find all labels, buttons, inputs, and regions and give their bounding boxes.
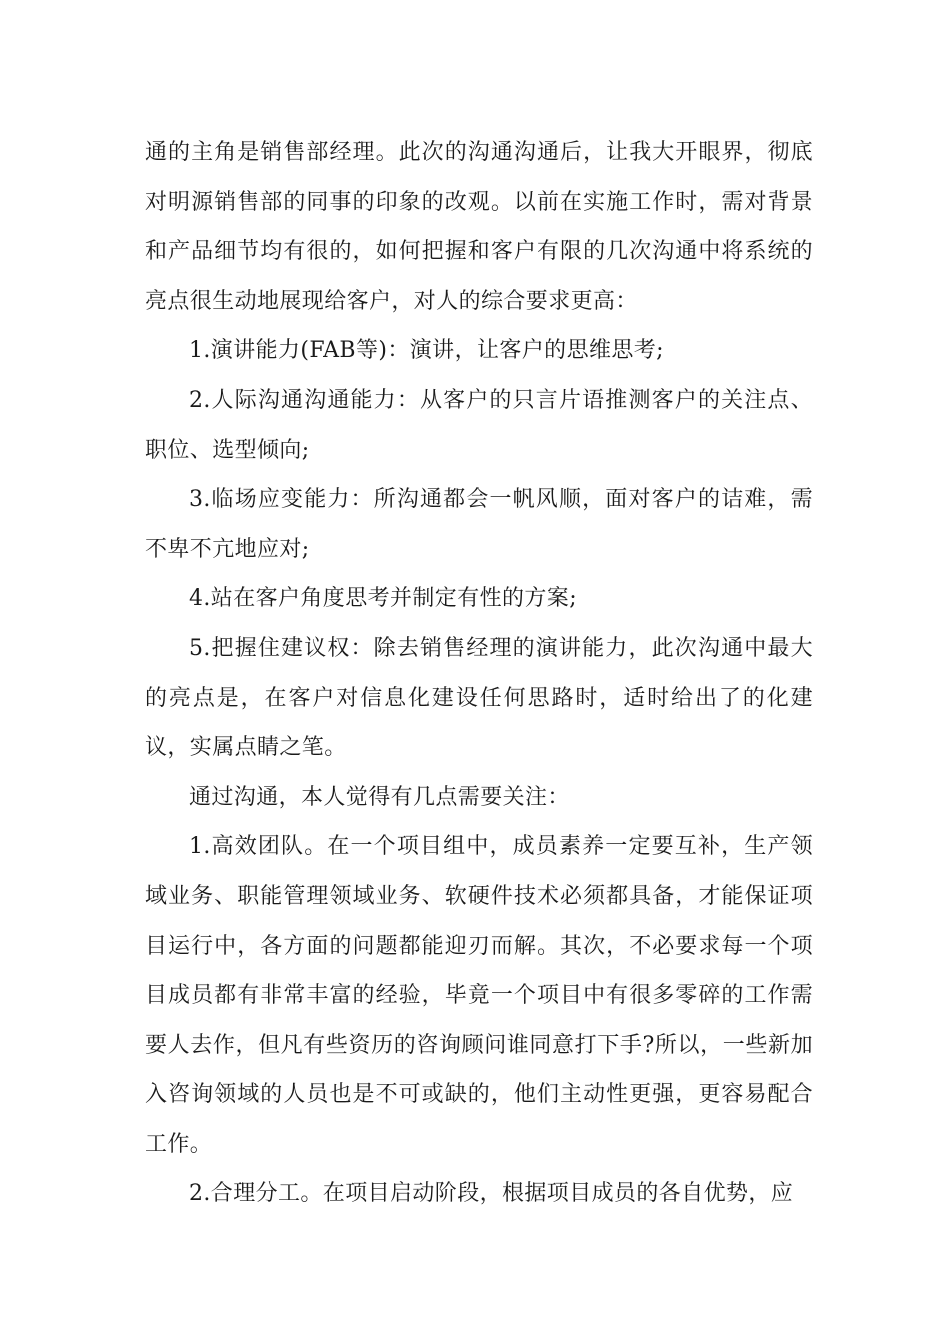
paragraph-0: 通的主角是销售部经理。此次的沟通沟通后，让我大开眼界，彻底对明源销售部的同事的印象的改观。以前在实施工作时，需对背景和产品细节均有很的，如何把握和客户有限的几次沟通中将系统的亮点很生动地展现给客户，对人的综合要求更高： [145, 140, 813, 314]
paragraph-7: 1.高效团队。在一个项目组中，成员素养一定要互补，生产领域业务、职能管理领域业务、软硬件技术必须都具备，才能保证项目运行中，各方面的问题都能迎刃而解。其次，不必要求每一个项目成员都有非常丰富的经验，毕竟一个项目中有很多零碎的工作需要人去作，但凡有些资历的咨询顾问谁同意打下手?所以，一些新加入咨询领域的人员也是不可或缺的，他们主动性更强，更容易配合工作。 [145, 834, 813, 1157]
document-body [145, 128, 813, 1219]
paragraph-6: 通过沟通，本人觉得有几点需要关注： [189, 784, 570, 810]
paragraph-3: 3.临场应变能力：所沟通都会一帆风顺，面对客户的诘难，需不卑不亢地应对; [145, 487, 813, 562]
paragraph-4: 4.站在客户角度思考并制定有性的方案; [189, 586, 578, 612]
paragraph-8: 2.合理分工。在项目启动阶段，根据项目成员的各自优势，应 [189, 1181, 794, 1207]
paragraph-5: 5.把握住建议权：除去销售经理的演讲能力，此次沟通中最大的亮点是，在客户对信息化建设任何思路时，适时给出了的化建议，实属点睛之笔。 [145, 635, 813, 761]
paragraph-2: 2.人际沟通沟通能力：从客户的只言片语推测客户的关注点、职位、选型倾向; [145, 387, 813, 463]
paragraph-1: 1.演讲能力(FAB等)：演讲，让客户的思维思考; [189, 338, 664, 364]
